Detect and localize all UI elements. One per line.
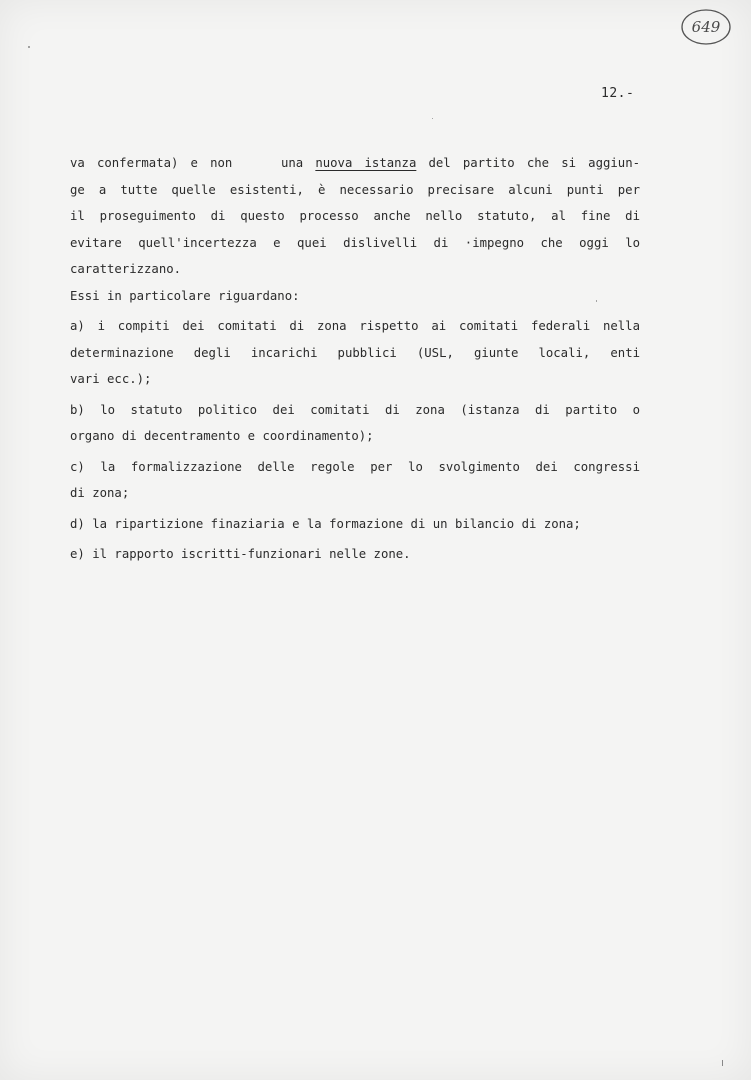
scan-speck [28, 46, 30, 48]
paragraph-line-5: caratterizzano. [70, 262, 182, 276]
scan-speck [596, 300, 597, 302]
item-b-line-1: b) lo statuto politico dei comitati di zona (istanza di partito o [70, 402, 640, 417]
scan-speck [722, 1060, 723, 1066]
list-item-d [70, 511, 640, 538]
item-b-line-2: organo di decentramento e coordinamento); [70, 429, 374, 443]
page-number: 12.- [601, 86, 635, 101]
document-body [70, 150, 640, 568]
item-a-line-1: a) i compiti dei comitati di zona rispetto ai comitati federali nella [70, 319, 640, 333]
list-item-a [70, 313, 640, 393]
archive-stamp-number: 649 [691, 18, 721, 36]
item-a-line-2: determinazione degli incarichi pubblici (USL, giunte locali, enti [70, 345, 640, 360]
list-item-b [70, 397, 640, 450]
item-e-line-1: e) il rapporto iscritti-funzionari nelle zone. [70, 547, 411, 561]
list-item-c [70, 454, 640, 507]
list-item-e [70, 541, 640, 568]
paragraph-line-2: ge a tutte quelle esistenti, è necessario precisare alcuni punti per [70, 182, 640, 197]
paragraph-continuation [70, 150, 640, 283]
line-1-pre: va confermata) e non una [70, 156, 316, 170]
item-c-line-1: c) la formalizzazione delle regole per lo svolgimento dei congressi [70, 459, 640, 474]
item-d-line-1: d) la ripartizione finaziaria e la formazione di un bilancio di zona; [70, 516, 581, 531]
archive-stamp [680, 8, 732, 46]
list-intro: Essi in particolare riguardano: [70, 288, 300, 303]
paragraph-line-3: il proseguimento di questo processo anche nello statuto, al fine di [70, 209, 640, 223]
item-a-line-3: vari ecc.); [70, 372, 152, 386]
scan-speck [432, 118, 433, 119]
line-1-post: del partito che si aggiun- [416, 156, 641, 170]
underlined-phrase: nuova istanza [315, 156, 417, 170]
item-c-line-2: di zona; [70, 486, 130, 500]
paragraph-line-1 [70, 150, 640, 177]
paragraph-line-4: evitare quell'incertezza e quei dislivelli di ·impegno che oggi lo [70, 235, 640, 250]
